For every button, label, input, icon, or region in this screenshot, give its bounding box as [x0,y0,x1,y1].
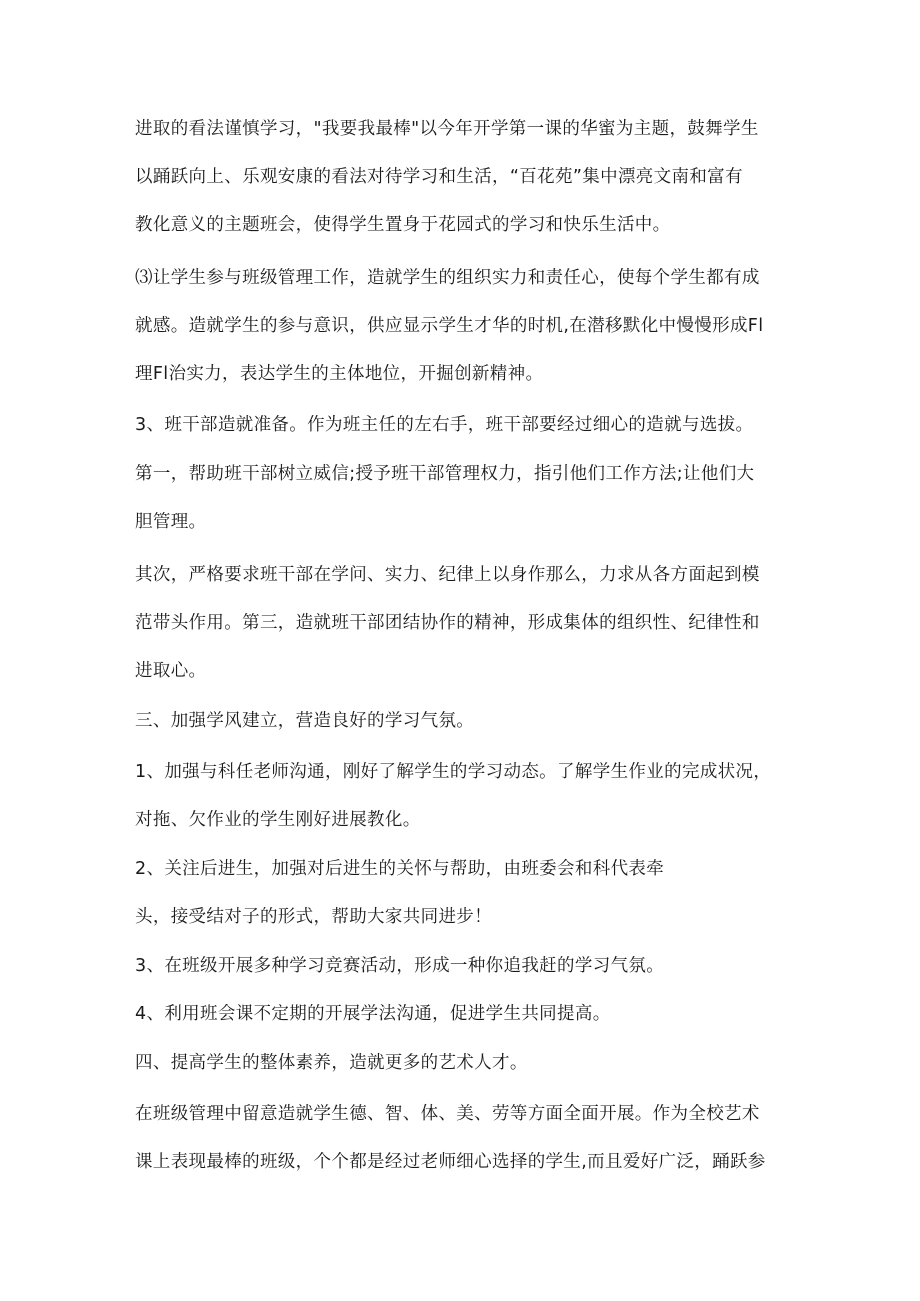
text-line: 教化意义的主题班会，使得学生置身于花园式的学习和快乐生活中。 [135,215,671,235]
text-line: 在班级管理中留意造就学生德、智、体、美、劳等方面全面开展。作为全校艺术 [135,1104,760,1124]
text-line: 1、加强与科任老师沟通，刚好了解学生的学习动态。了解学生作业的完成状况， [135,762,772,782]
text-line: 以踊跃向上、乐观安康的看法对待学习和生活，“百花苑”集中漂亮文南和富有 [135,167,743,187]
text-line: 胆管理。 [135,512,207,532]
text-line: 3、在班级开展多种学习竞赛活动，形成一种你追我赶的学习气氛。 [135,956,665,976]
text-line: 2、关注后进生，加强对后进生的关怀与帮助，由班委会和科代表牵 [135,859,665,879]
text-line: 范带头作用。第三，造就班干部团结协作的精神，形成集体的组织性、纪律性和 [135,613,760,633]
section-heading: 四、提高学生的整体素养，造就更多的艺术人才。 [135,1053,528,1073]
text-line: 第一，帮助班干部树立威信;授予班干部管理权力，指引他们工作方法;让他们大 [135,464,755,484]
text-line: ⑶让学生参与班级管理工作，造就学生的组织实力和责任心，使每个学生都有成 [135,268,760,288]
text-line: 3、班干部造就准备。作为班主任的左右手，班干部要经过细心的造就与选拔。 [135,415,754,435]
text-line: 就感。造就学生的参与意识，供应显示学生才华的时机,在潜移默化中慢慢形成Fl [135,316,764,336]
text-line: 进取心。 [135,661,207,681]
text-line: 4、利用班会课不定期的开展学法沟通，促进学生共同提高。 [135,1004,611,1024]
text-line: 对拖、欠作业的学生刚好进展教化。 [135,810,421,830]
text-line: 头，接受结对子的形式，帮助大家共同进步！ [135,907,492,927]
text-line: 其次，严格要求班干部在学问、实力、纪律上以身作那么，力求从各方面起到模 [135,565,760,585]
text-line: 进取的看法谨慎学习，"我要我最棒"以今年开学第一课的华蜜为主题，鼓舞学生 [135,119,759,139]
section-heading: 三、加强学风建立，营造良好的学习气氛。 [135,711,475,731]
text-line: 理Fl治实力，表达学生的主体地位，开掘创新精神。 [135,364,544,384]
text-line: 课上表现最棒的班级，个个都是经过老师细心选择的学生,而且爱好广泛，踊跃参 [135,1152,766,1172]
